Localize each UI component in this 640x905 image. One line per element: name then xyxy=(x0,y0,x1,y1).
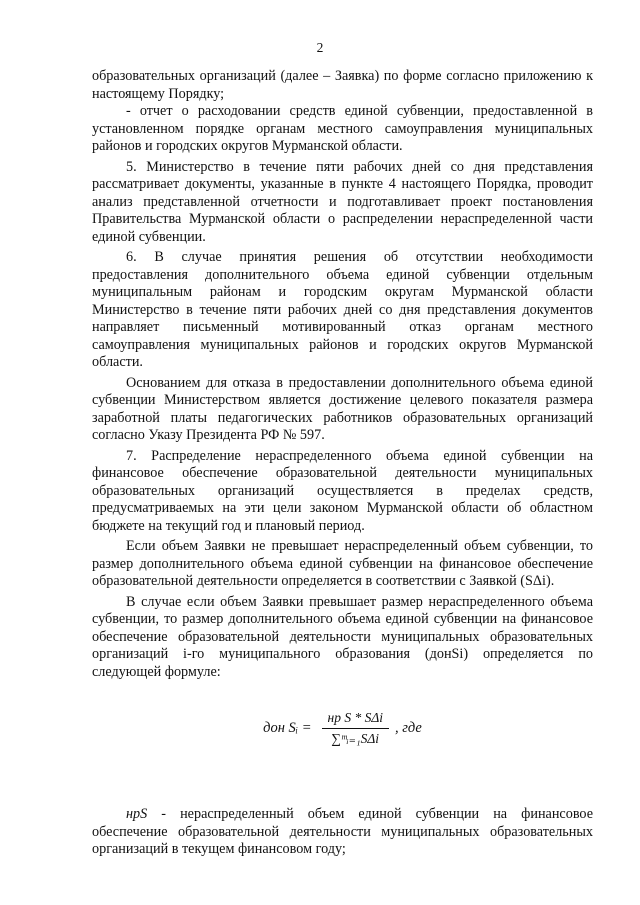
legend-item xyxy=(92,806,593,859)
paragraph-7: Если объем Заявки не превышает нераспределенный объем субвенции, то размер дополнительного объема единой субвенции на финансовое обеспечение образовательной деятельности определяется в соответствии с Заявкой (SΔi). xyxy=(92,538,593,589)
formula xyxy=(92,703,593,753)
formula-left: дон Sᵢ = xyxy=(263,719,312,736)
formula-denominator: ∑ᵐᵢ₌₁SΔi xyxy=(331,730,380,746)
paragraph-2: - отчет о расходовании средств единой субвенции, предоставленной в установленном порядке органам местного самоуправления муниципальных районов и городских округов Мурманской области. xyxy=(92,103,593,154)
formula-numerator: нр S * SΔi xyxy=(322,710,390,729)
legend-text: - нераспределенный объем единой субвенции на финансовое обеспечение образовательной деятельности муниципальных образовательных организаций в текущем финансовом году; xyxy=(92,806,593,857)
legend-symbol: нрS xyxy=(126,806,148,822)
paragraph-6: 7. Распределение нераспределенного объема единой субвенции на финансовое обеспечение образовательной деятельности муниципальных образовательных организаций осуществляется в пределах средств, предусматриваемых на эти цели законом Мурманской области об областном бюджете на текущий год и плановый период. xyxy=(92,447,593,534)
formula-legend xyxy=(92,806,593,859)
paragraph-5: Основанием для отказа в предоставлении дополнительного объема единой субвенции Министерством является достижение целевого показателя размера заработной платы педагогических работников образовательных организаций согласно Указу Президента РФ № 597. xyxy=(92,374,593,443)
page-number: 2 xyxy=(316,40,324,55)
paragraph-1: образовательных организаций (далее – Заявка) по форме согласно приложению к настоящему Порядку; xyxy=(92,68,593,102)
formula-right: , где xyxy=(395,719,422,736)
document-body xyxy=(92,68,593,753)
paragraph-4: 6. В случае принятия решения об отсутствии необходимости предоставления дополнительного объема единой субвенции отдельным муниципальным районам и городским округам Мурманской области Министерство в течение пяти рабочих дней со дня представления документов направляет письменный мотивированный отказ органам местного самоуправления муниципальных районов и городских округов Мурманской области. xyxy=(92,249,593,370)
paragraph-8: В случае если объем Заявки превышает размер нераспределенного объема субвенции, то размер дополнительного объема единой субвенции на финансовое обеспечение образовательной деятельности муниципальных образовательных организаций i-го муниципального образования (донSi) определяется по следующей формуле: xyxy=(92,593,593,680)
formula-fraction xyxy=(322,710,390,747)
paragraph-3: 5. Министерство в течение пяти рабочих дней со дня представления рассматривает документы, указанные в пункте 4 настоящего Порядка, проводит анализ представленной отчетности и подготавливает проект постановления Правительства Мурманской области о распределении нераспределенной части единой субвенции. xyxy=(92,158,593,245)
